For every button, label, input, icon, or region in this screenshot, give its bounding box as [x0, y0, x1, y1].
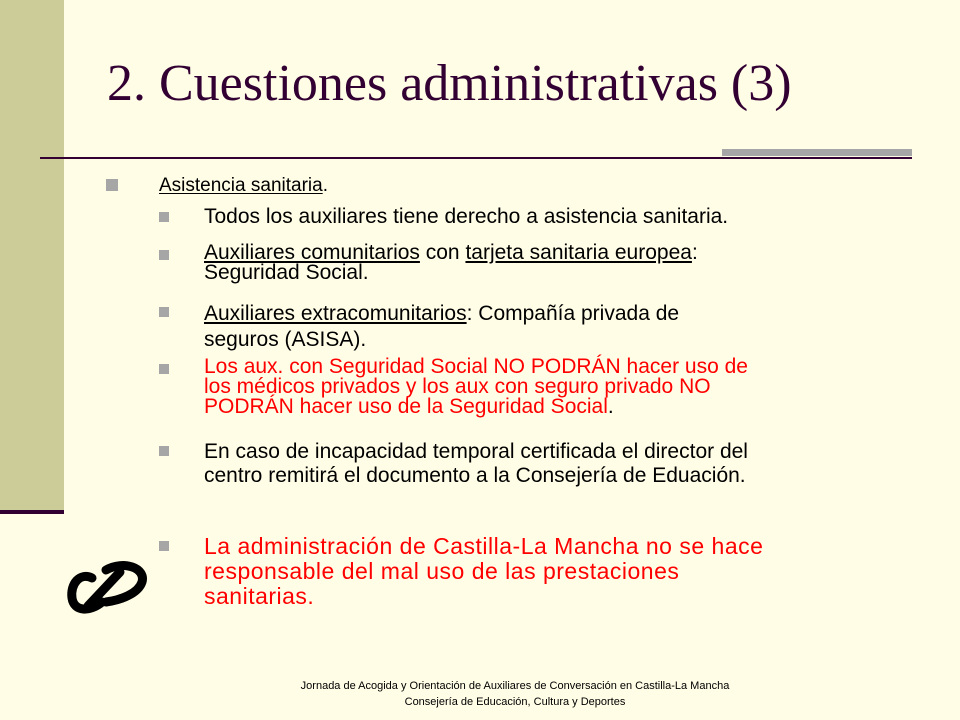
heading-suffix: .: [322, 175, 328, 196]
list-item-warning: [204, 357, 748, 417]
item-text: :: [691, 241, 698, 264]
footer-line-1: Jornada de Acogida y Orientación de Auxiliares de Conversación en Castilla-La Mancha: [300, 680, 730, 692]
item-line: PODRÁN hacer uso de la Seguridad Social: [204, 395, 608, 418]
slide-title: 2. Cuestiones administrativas (3): [107, 55, 792, 112]
item-underlined-term: tarjeta sanitaria europea: [465, 241, 692, 264]
item-text: : Compañía privada de: [466, 302, 680, 325]
jccm-logo-icon: [62, 554, 152, 618]
list-item: [204, 243, 698, 283]
list-item: [204, 207, 728, 227]
bullet-icon: [159, 364, 169, 374]
item-text: .: [607, 395, 614, 418]
bullet-icon: [159, 212, 169, 222]
item-line: En caso de incapacidad temporal certificada el director del: [204, 440, 748, 463]
bullet-icon: [106, 179, 118, 191]
bullet-icon: [159, 541, 169, 551]
item-line: Los aux. con Seguridad Social NO PODRÁN hacer uso de: [204, 355, 748, 378]
item-line: centro remitirá el documento a la Consejería de Eduación.: [204, 464, 746, 487]
list-item: [204, 301, 679, 353]
heading-label: Asistencia sanitaria: [159, 175, 323, 196]
item-underlined-term: Auxiliares comunitarios: [204, 241, 420, 264]
notice-line: responsable del mal uso de las prestaciones: [204, 558, 680, 584]
notice-line: sanitarias.: [204, 583, 315, 609]
list-item: [204, 440, 748, 488]
item-line: seguros (ASISA).: [204, 328, 367, 351]
footer-line-2: Consejería de Educación, Cultura y Deportes: [404, 696, 626, 708]
item-line: Seguridad Social.: [204, 261, 369, 284]
side-band: [0, 0, 64, 512]
item-text: con: [419, 241, 466, 264]
item-line: Todos los auxiliares tiene derecho a asistencia sanitaria.: [204, 205, 729, 228]
title-rule-accent: [722, 149, 912, 156]
title-rule: [40, 157, 912, 159]
heading: [159, 175, 328, 197]
side-band-divider: [0, 510, 64, 514]
notice: [204, 534, 763, 609]
item-line: los médicos privados y los aux con seguro privado NO: [204, 375, 711, 398]
item-underlined-term: Auxiliares extracomunitarios: [204, 302, 467, 325]
bullet-icon: [159, 250, 169, 260]
bullet-icon: [159, 307, 169, 317]
notice-line: La administración de Castilla-La Mancha no se hace: [204, 533, 764, 559]
bullet-icon: [159, 446, 169, 456]
